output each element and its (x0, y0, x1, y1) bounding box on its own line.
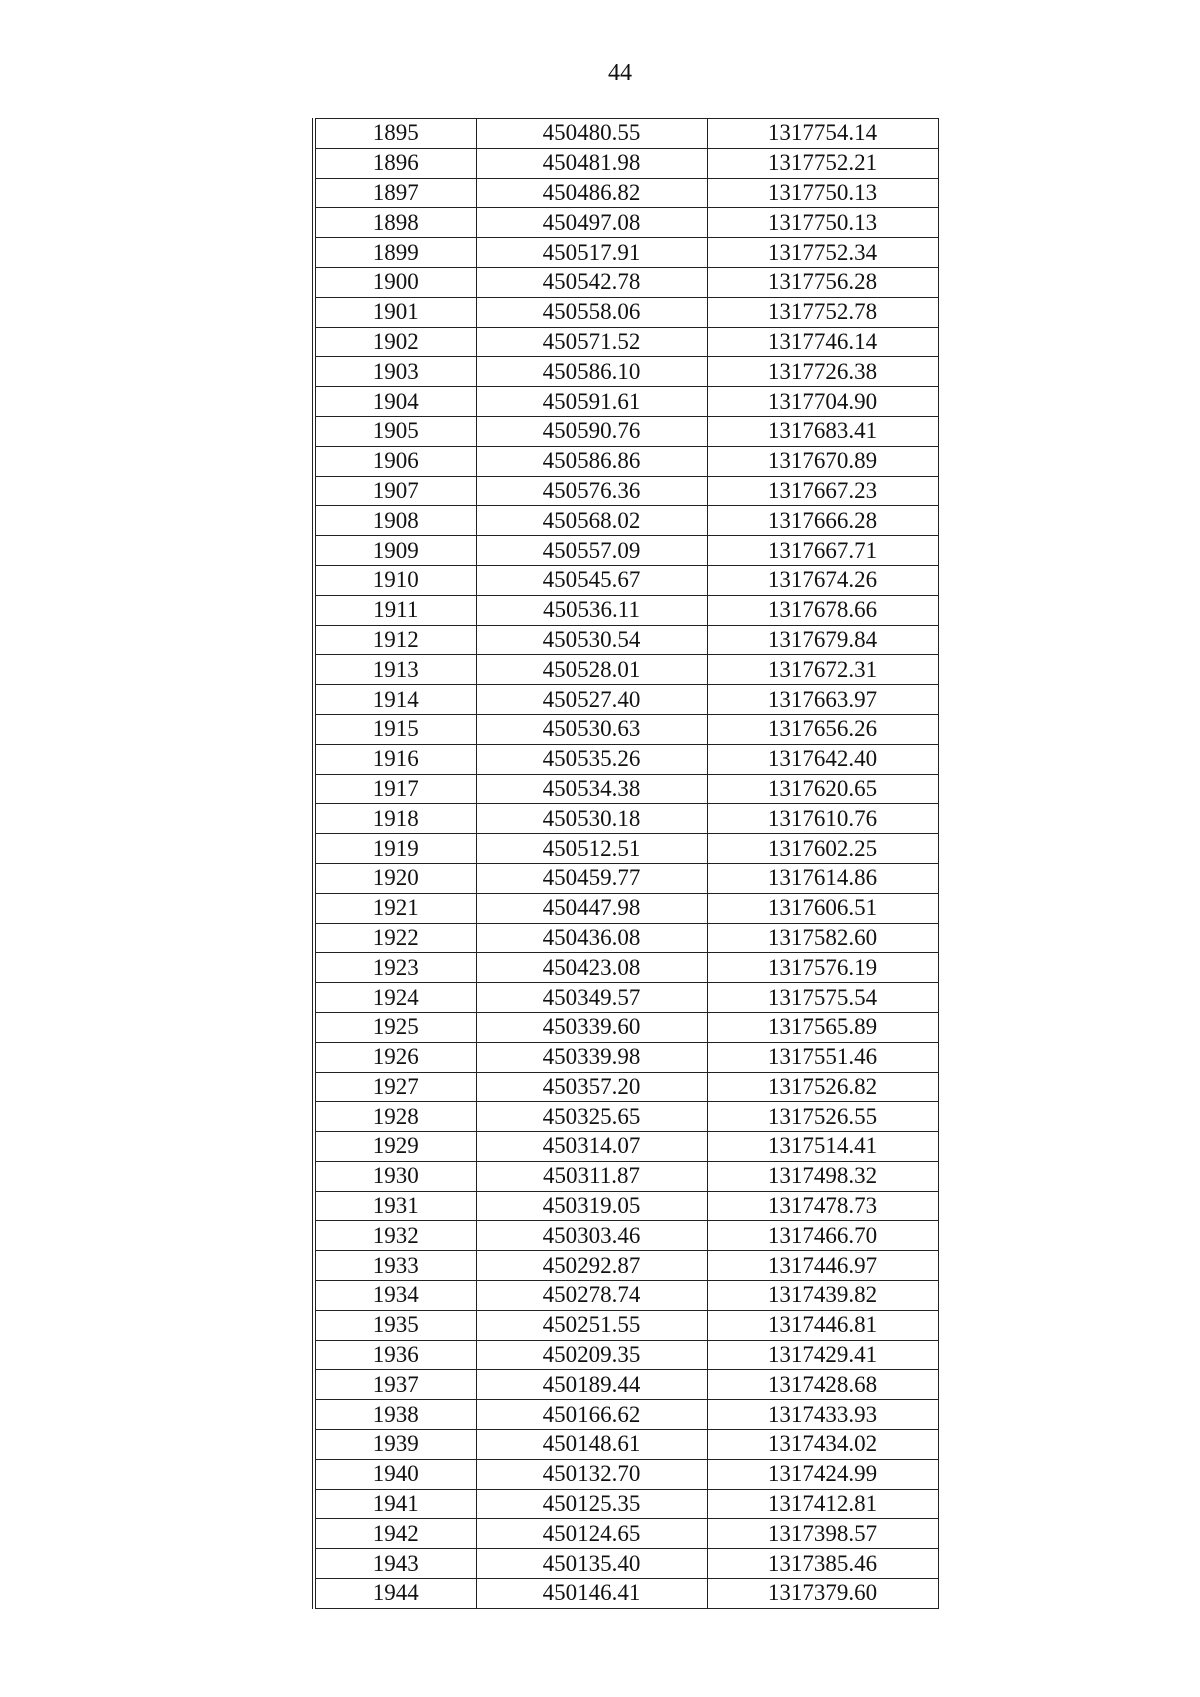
y-coordinate-cell: 1317726.38 (707, 357, 938, 387)
y-coordinate-cell: 1317606.51 (707, 893, 938, 923)
point-number-cell: 1928 (314, 1102, 476, 1132)
y-coordinate-cell: 1317434.02 (707, 1430, 938, 1460)
table-row (314, 1102, 938, 1132)
x-coordinate-cell: 450135.40 (476, 1549, 707, 1579)
point-number-cell: 1927 (314, 1072, 476, 1102)
point-number-cell: 1914 (314, 685, 476, 715)
x-coordinate-cell: 450357.20 (476, 1072, 707, 1102)
table-row (314, 1012, 938, 1042)
table-row (314, 1221, 938, 1251)
y-coordinate-cell: 1317514.41 (707, 1132, 938, 1162)
y-coordinate-cell: 1317672.31 (707, 655, 938, 685)
y-coordinate-cell: 1317667.71 (707, 536, 938, 566)
y-coordinate-cell: 1317412.81 (707, 1489, 938, 1519)
point-number-cell: 1900 (314, 267, 476, 297)
x-coordinate-cell: 450339.60 (476, 1012, 707, 1042)
point-number-cell: 1908 (314, 506, 476, 536)
table-row (314, 1161, 938, 1191)
point-number-cell: 1904 (314, 387, 476, 417)
table-row (314, 1489, 938, 1519)
table-row (314, 238, 938, 268)
table-row (314, 148, 938, 178)
table-row (314, 297, 938, 327)
table-row (314, 1191, 938, 1221)
x-coordinate-cell: 450209.35 (476, 1340, 707, 1370)
x-coordinate-cell: 450314.07 (476, 1132, 707, 1162)
table-row (314, 834, 938, 864)
y-coordinate-cell: 1317754.14 (707, 119, 938, 149)
x-coordinate-cell: 450311.87 (476, 1161, 707, 1191)
point-number-cell: 1911 (314, 595, 476, 625)
x-coordinate-cell: 450568.02 (476, 506, 707, 536)
table-row (314, 1519, 938, 1549)
point-number-cell: 1925 (314, 1012, 476, 1042)
table-row (314, 685, 938, 715)
point-number-cell: 1937 (314, 1370, 476, 1400)
table-row (314, 804, 938, 834)
page-number: 44 (608, 60, 632, 86)
point-number-cell: 1941 (314, 1489, 476, 1519)
point-number-cell: 1907 (314, 476, 476, 506)
y-coordinate-cell: 1317679.84 (707, 625, 938, 655)
x-coordinate-cell: 450542.78 (476, 267, 707, 297)
table-row (314, 1251, 938, 1281)
table-row (314, 357, 938, 387)
point-number-cell: 1942 (314, 1519, 476, 1549)
x-coordinate-cell: 450530.18 (476, 804, 707, 834)
table-row (314, 1072, 938, 1102)
point-number-cell: 1901 (314, 297, 476, 327)
point-number-cell: 1913 (314, 655, 476, 685)
x-coordinate-cell: 450303.46 (476, 1221, 707, 1251)
x-coordinate-cell: 450517.91 (476, 238, 707, 268)
point-number-cell: 1916 (314, 744, 476, 774)
x-coordinate-cell: 450591.61 (476, 387, 707, 417)
coordinates-table (312, 118, 939, 1609)
x-coordinate-cell: 450557.09 (476, 536, 707, 566)
table-row (314, 1459, 938, 1489)
point-number-cell: 1895 (314, 119, 476, 149)
x-coordinate-cell: 450535.26 (476, 744, 707, 774)
point-number-cell: 1933 (314, 1251, 476, 1281)
x-coordinate-cell: 450319.05 (476, 1191, 707, 1221)
x-coordinate-cell: 450486.82 (476, 178, 707, 208)
point-number-cell: 1936 (314, 1340, 476, 1370)
y-coordinate-cell: 1317478.73 (707, 1191, 938, 1221)
x-coordinate-cell: 450166.62 (476, 1400, 707, 1430)
table-row (314, 774, 938, 804)
point-number-cell: 1934 (314, 1281, 476, 1311)
x-coordinate-cell: 450571.52 (476, 327, 707, 357)
point-number-cell: 1898 (314, 208, 476, 238)
y-coordinate-cell: 1317446.81 (707, 1310, 938, 1340)
x-coordinate-cell: 450481.98 (476, 148, 707, 178)
x-coordinate-cell: 450528.01 (476, 655, 707, 685)
point-number-cell: 1921 (314, 893, 476, 923)
point-number-cell: 1902 (314, 327, 476, 357)
y-coordinate-cell: 1317614.86 (707, 863, 938, 893)
table-row (314, 714, 938, 744)
y-coordinate-cell: 1317379.60 (707, 1579, 938, 1609)
table-row (314, 1340, 938, 1370)
y-coordinate-cell: 1317428.68 (707, 1370, 938, 1400)
x-coordinate-cell: 450590.76 (476, 416, 707, 446)
table-row (314, 625, 938, 655)
x-coordinate-cell: 450530.63 (476, 714, 707, 744)
table-row (314, 893, 938, 923)
y-coordinate-cell: 1317526.55 (707, 1102, 938, 1132)
x-coordinate-cell: 450530.54 (476, 625, 707, 655)
y-coordinate-cell: 1317439.82 (707, 1281, 938, 1311)
table-row (314, 983, 938, 1013)
y-coordinate-cell: 1317752.34 (707, 238, 938, 268)
table-row (314, 1370, 938, 1400)
point-number-cell: 1926 (314, 1042, 476, 1072)
point-number-cell: 1909 (314, 536, 476, 566)
y-coordinate-cell: 1317398.57 (707, 1519, 938, 1549)
table-row (314, 1579, 938, 1609)
point-number-cell: 1939 (314, 1430, 476, 1460)
y-coordinate-cell: 1317602.25 (707, 834, 938, 864)
table-row (314, 476, 938, 506)
point-number-cell: 1918 (314, 804, 476, 834)
point-number-cell: 1897 (314, 178, 476, 208)
point-number-cell: 1910 (314, 565, 476, 595)
point-number-cell: 1920 (314, 863, 476, 893)
y-coordinate-cell: 1317750.13 (707, 178, 938, 208)
y-coordinate-cell: 1317670.89 (707, 446, 938, 476)
x-coordinate-cell: 450251.55 (476, 1310, 707, 1340)
x-coordinate-cell: 450132.70 (476, 1459, 707, 1489)
x-coordinate-cell: 450558.06 (476, 297, 707, 327)
x-coordinate-cell: 450148.61 (476, 1430, 707, 1460)
y-coordinate-cell: 1317575.54 (707, 983, 938, 1013)
y-coordinate-cell: 1317683.41 (707, 416, 938, 446)
point-number-cell: 1905 (314, 416, 476, 446)
x-coordinate-cell: 450534.38 (476, 774, 707, 804)
point-number-cell: 1899 (314, 238, 476, 268)
y-coordinate-cell: 1317424.99 (707, 1459, 938, 1489)
y-coordinate-cell: 1317466.70 (707, 1221, 938, 1251)
y-coordinate-cell: 1317433.93 (707, 1400, 938, 1430)
x-coordinate-cell: 450436.08 (476, 923, 707, 953)
table-row (314, 1310, 938, 1340)
y-coordinate-cell: 1317526.82 (707, 1072, 938, 1102)
table-row (314, 387, 938, 417)
y-coordinate-cell: 1317666.28 (707, 506, 938, 536)
x-coordinate-cell: 450146.41 (476, 1579, 707, 1609)
point-number-cell: 1903 (314, 357, 476, 387)
point-number-cell: 1924 (314, 983, 476, 1013)
table-row (314, 506, 938, 536)
table-row (314, 267, 938, 297)
x-coordinate-cell: 450339.98 (476, 1042, 707, 1072)
table-row (314, 446, 938, 476)
y-coordinate-cell: 1317674.26 (707, 565, 938, 595)
x-coordinate-cell: 450292.87 (476, 1251, 707, 1281)
point-number-cell: 1943 (314, 1549, 476, 1579)
y-coordinate-cell: 1317620.65 (707, 774, 938, 804)
table-row (314, 655, 938, 685)
x-coordinate-cell: 450586.10 (476, 357, 707, 387)
point-number-cell: 1922 (314, 923, 476, 953)
point-number-cell: 1930 (314, 1161, 476, 1191)
x-coordinate-cell: 450349.57 (476, 983, 707, 1013)
point-number-cell: 1919 (314, 834, 476, 864)
table-row (314, 327, 938, 357)
y-coordinate-cell: 1317498.32 (707, 1161, 938, 1191)
y-coordinate-cell: 1317642.40 (707, 744, 938, 774)
y-coordinate-cell: 1317752.21 (707, 148, 938, 178)
point-number-cell: 1923 (314, 953, 476, 983)
x-coordinate-cell: 450325.65 (476, 1102, 707, 1132)
y-coordinate-cell: 1317551.46 (707, 1042, 938, 1072)
point-number-cell: 1940 (314, 1459, 476, 1489)
x-coordinate-cell: 450125.35 (476, 1489, 707, 1519)
point-number-cell: 1932 (314, 1221, 476, 1251)
y-coordinate-cell: 1317752.78 (707, 297, 938, 327)
table-row (314, 1132, 938, 1162)
y-coordinate-cell: 1317656.26 (707, 714, 938, 744)
coordinates-table-body (314, 119, 938, 1609)
table-row (314, 1281, 938, 1311)
x-coordinate-cell: 450447.98 (476, 893, 707, 923)
x-coordinate-cell: 450459.77 (476, 863, 707, 893)
point-number-cell: 1929 (314, 1132, 476, 1162)
table-row (314, 565, 938, 595)
y-coordinate-cell: 1317565.89 (707, 1012, 938, 1042)
table-row (314, 1549, 938, 1579)
table-row (314, 119, 938, 149)
y-coordinate-cell: 1317429.41 (707, 1340, 938, 1370)
table-row (314, 178, 938, 208)
x-coordinate-cell: 450527.40 (476, 685, 707, 715)
point-number-cell: 1915 (314, 714, 476, 744)
y-coordinate-cell: 1317582.60 (707, 923, 938, 953)
x-coordinate-cell: 450278.74 (476, 1281, 707, 1311)
y-coordinate-cell: 1317576.19 (707, 953, 938, 983)
point-number-cell: 1912 (314, 625, 476, 655)
point-number-cell: 1896 (314, 148, 476, 178)
x-coordinate-cell: 450576.36 (476, 476, 707, 506)
table-row (314, 595, 938, 625)
y-coordinate-cell: 1317678.66 (707, 595, 938, 625)
table-row (314, 923, 938, 953)
point-number-cell: 1935 (314, 1310, 476, 1340)
table-row (314, 744, 938, 774)
y-coordinate-cell: 1317663.97 (707, 685, 938, 715)
x-coordinate-cell: 450497.08 (476, 208, 707, 238)
table-row (314, 1430, 938, 1460)
x-coordinate-cell: 450586.86 (476, 446, 707, 476)
y-coordinate-cell: 1317667.23 (707, 476, 938, 506)
y-coordinate-cell: 1317746.14 (707, 327, 938, 357)
table-row (314, 953, 938, 983)
y-coordinate-cell: 1317756.28 (707, 267, 938, 297)
point-number-cell: 1917 (314, 774, 476, 804)
y-coordinate-cell: 1317385.46 (707, 1549, 938, 1579)
x-coordinate-cell: 450512.51 (476, 834, 707, 864)
y-coordinate-cell: 1317704.90 (707, 387, 938, 417)
x-coordinate-cell: 450189.44 (476, 1370, 707, 1400)
point-number-cell: 1906 (314, 446, 476, 476)
y-coordinate-cell: 1317446.97 (707, 1251, 938, 1281)
x-coordinate-cell: 450124.65 (476, 1519, 707, 1549)
point-number-cell: 1931 (314, 1191, 476, 1221)
table-row (314, 863, 938, 893)
table-row (314, 416, 938, 446)
table-row (314, 1042, 938, 1072)
point-number-cell: 1938 (314, 1400, 476, 1430)
x-coordinate-cell: 450536.11 (476, 595, 707, 625)
x-coordinate-cell: 450545.67 (476, 565, 707, 595)
table-row (314, 536, 938, 566)
table-row (314, 1400, 938, 1430)
point-number-cell: 1944 (314, 1579, 476, 1609)
y-coordinate-cell: 1317750.13 (707, 208, 938, 238)
x-coordinate-cell: 450480.55 (476, 119, 707, 149)
x-coordinate-cell: 450423.08 (476, 953, 707, 983)
table-row (314, 208, 938, 238)
y-coordinate-cell: 1317610.76 (707, 804, 938, 834)
